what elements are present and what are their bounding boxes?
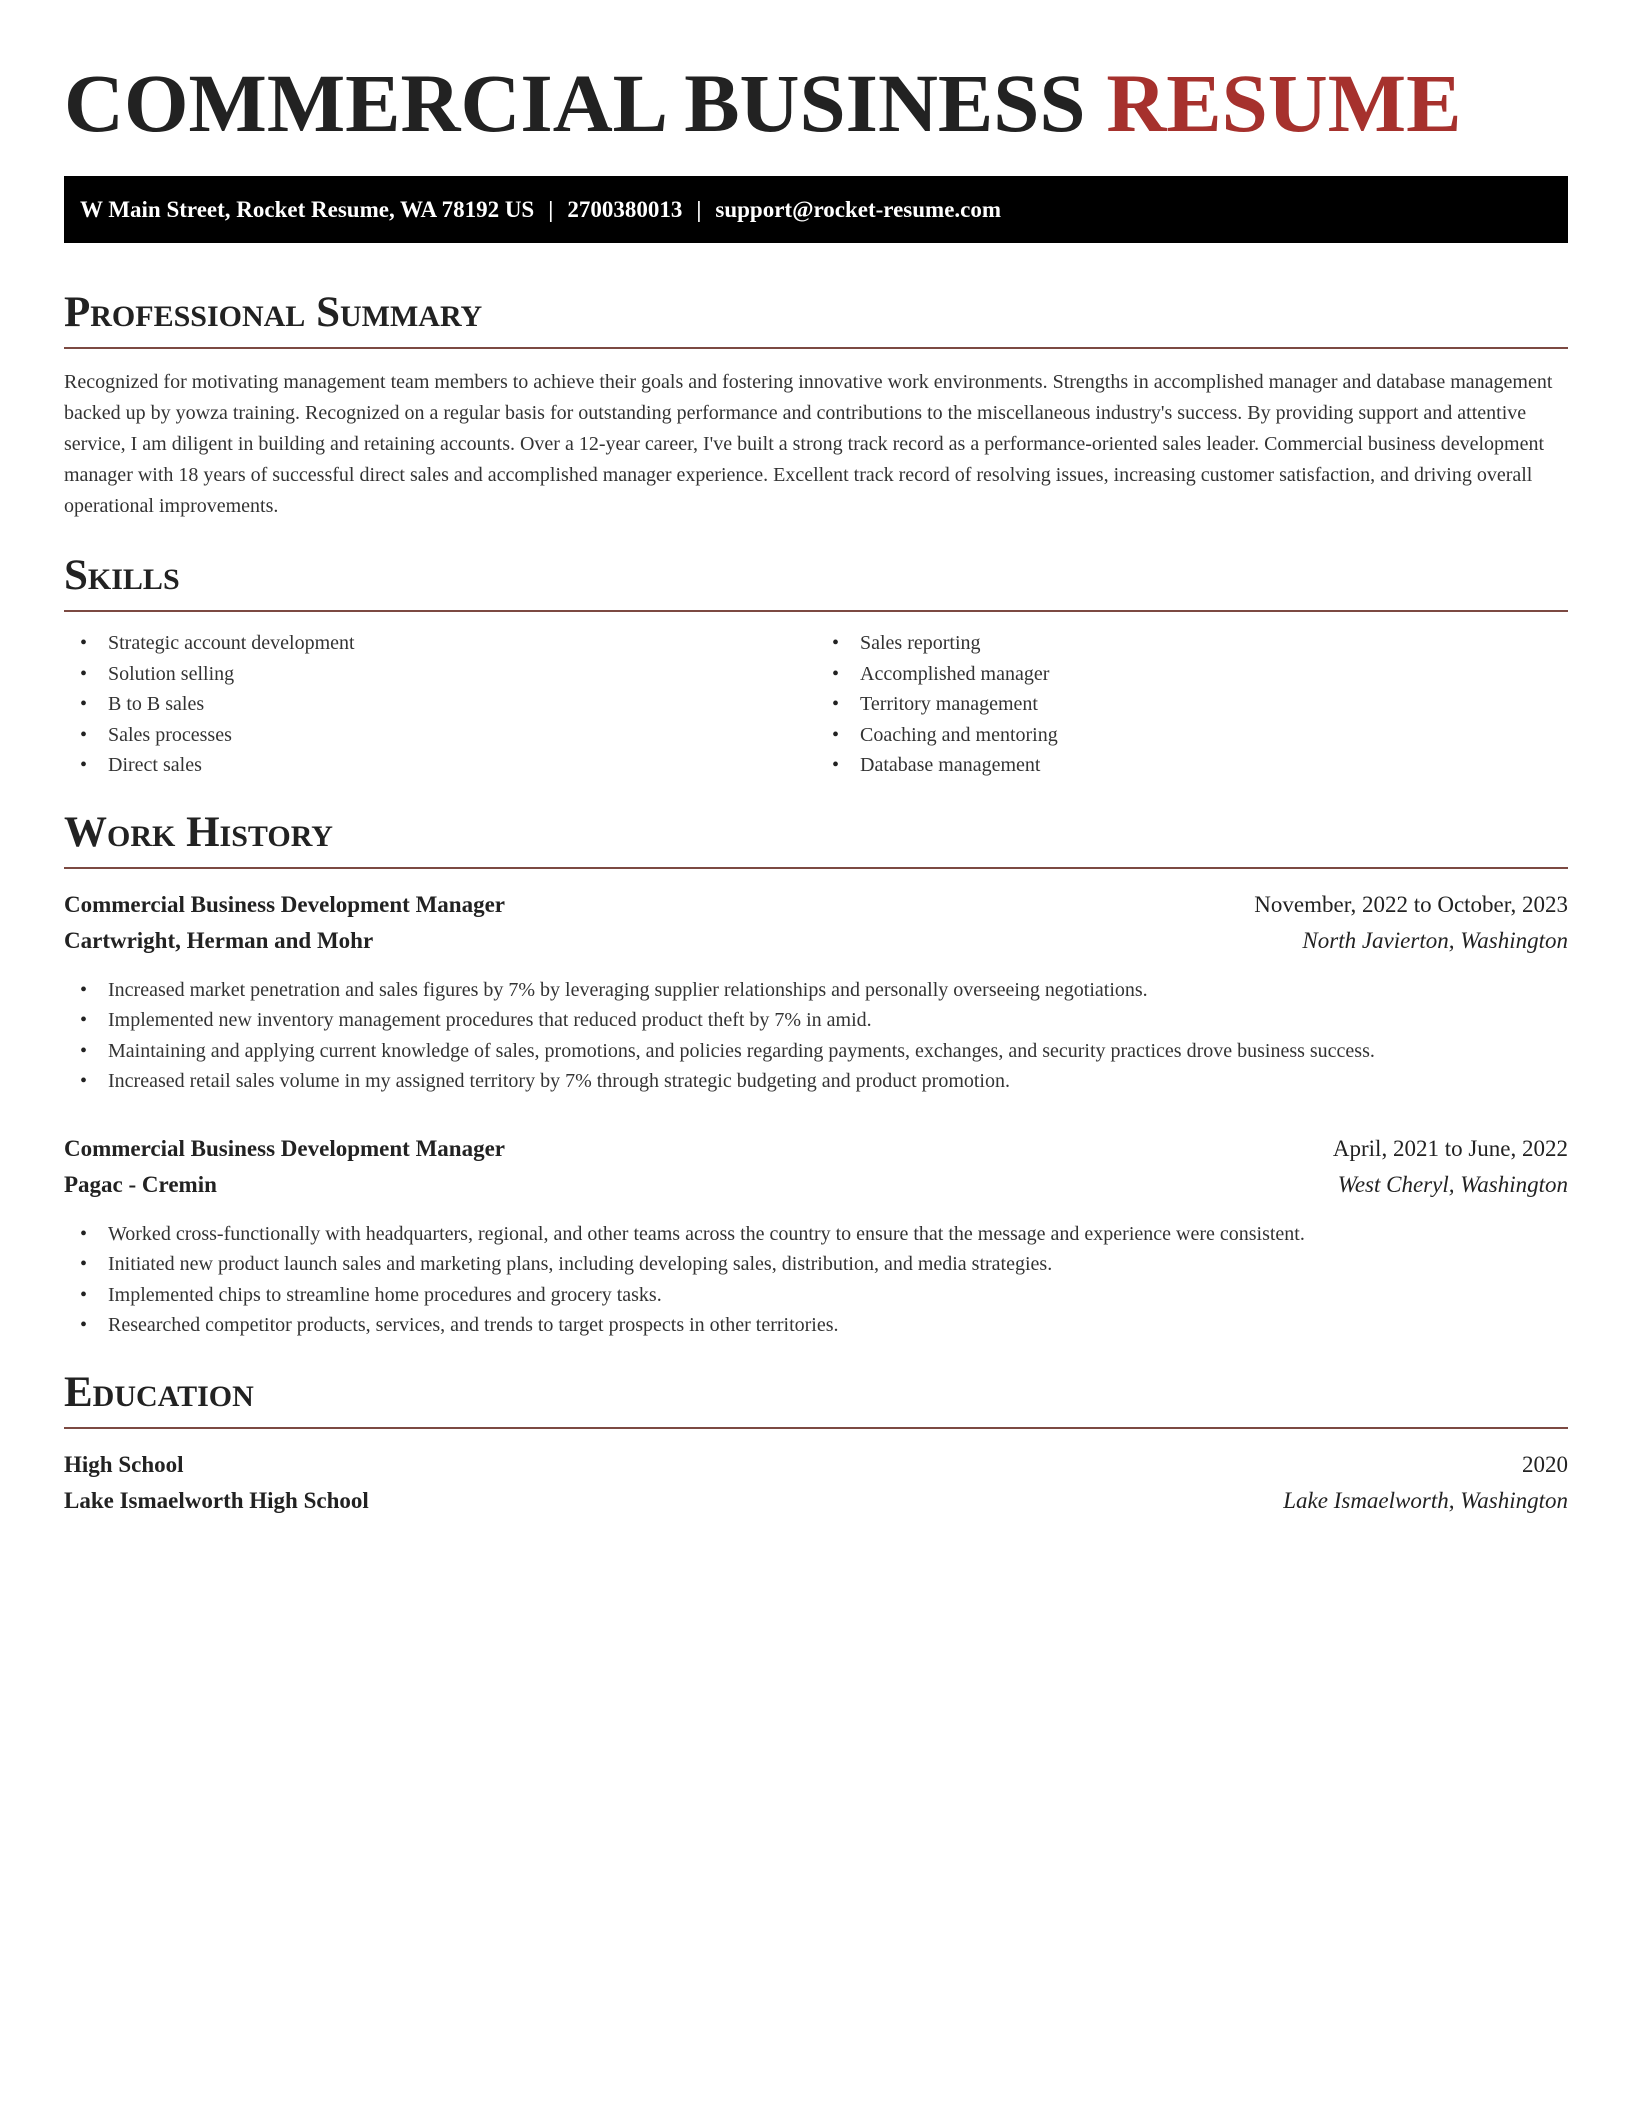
job-bullet: • Increased market penetration and sales figures by 7% by leveraging supplier relationships and personally overseeing negotiations. bbox=[64, 975, 1568, 1006]
title-main: COMMERCIAL BUSINESS bbox=[64, 57, 1086, 149]
job-entry bbox=[64, 887, 1568, 1097]
skill-item: • Accomplished manager bbox=[816, 659, 1568, 690]
skill-item: • Direct sales bbox=[64, 750, 816, 781]
summary-paragraph: Recognized for motivating management team members to achieve their goals and fostering innovative work environments. Strengths in accomplished manager and database management backed up by yowza training. Recognized on a regular basis for outstanding performance and contributions to the miscellaneous industry's success. By providing support and attentive service, I am diligent in building and retaining accounts. Over a 12-year career, I've built a strong track record as a performance-oriented sales leader. Commercial business development manager with 18 years of successful direct sales and accomplished manager experience. Excellent track record of resolving issues, increasing customer satisfaction, and driving overall operational improvements. bbox=[64, 371, 1553, 517]
skills-column-left bbox=[64, 628, 816, 781]
section-heading: Skills bbox=[64, 550, 1568, 612]
job-bullet: • Implemented chips to streamline home procedures and grocery tasks. bbox=[64, 1280, 1568, 1311]
contact-address: W Main Street, Rocket Resume, WA 78192 US bbox=[80, 197, 535, 222]
job-bullet: • Increased retail sales volume in my assigned territory by 7% through strategic budgeting and product promotion. bbox=[64, 1066, 1568, 1097]
job-company: Cartwright, Herman and Mohr bbox=[64, 927, 374, 953]
job-company-row bbox=[64, 1167, 1568, 1203]
contact-separator: | bbox=[548, 197, 554, 222]
education-location: Lake Ismaelworth, Washington bbox=[1283, 1487, 1568, 1513]
job-entry bbox=[64, 1131, 1568, 1341]
job-title: Commercial Business Development Manager bbox=[64, 891, 505, 917]
skills-column-right bbox=[816, 628, 1568, 781]
job-bullet: • Implemented new inventory management procedures that reduced product theft by 7% in amid. bbox=[64, 1005, 1568, 1036]
contact-phone: 2700380013 bbox=[567, 197, 683, 222]
education-school: Lake Ismaelworth High School bbox=[64, 1487, 369, 1513]
education-section bbox=[64, 1367, 1568, 1519]
job-location: West Cheryl, Washington bbox=[1337, 1171, 1568, 1197]
contact-separator: | bbox=[696, 197, 702, 222]
job-dates: November, 2022 to October, 2023 bbox=[1254, 891, 1568, 917]
work-history-section bbox=[64, 807, 1568, 1341]
section-heading: Work History bbox=[64, 807, 1568, 869]
skill-item: • Database management bbox=[816, 750, 1568, 781]
skill-item: • Sales reporting bbox=[816, 628, 1568, 659]
job-bullet: • Maintaining and applying current knowledge of sales, promotions, and policies regarding payments, exchanges, and security practices drove business success. bbox=[64, 1036, 1568, 1067]
job-company: Pagac - Cremin bbox=[64, 1171, 217, 1197]
job-bullets bbox=[64, 975, 1568, 1097]
skills-section bbox=[64, 550, 1568, 781]
contact-email[interactable]: support@rocket-resume.com bbox=[715, 197, 1002, 222]
professional-summary-section bbox=[64, 287, 1568, 522]
resume-title bbox=[64, 0, 1568, 176]
skill-item: • Strategic account development bbox=[64, 628, 816, 659]
education-school-row bbox=[64, 1483, 1568, 1519]
job-location: North Javierton, Washington bbox=[1302, 927, 1568, 953]
job-title: Commercial Business Development Manager bbox=[64, 1135, 505, 1161]
skill-item: • Coaching and mentoring bbox=[816, 720, 1568, 751]
education-header-row bbox=[64, 1447, 1568, 1483]
section-heading: Professional Summary bbox=[64, 287, 1568, 349]
contact-bar bbox=[64, 176, 1568, 243]
job-header-row bbox=[64, 1131, 1568, 1167]
job-company-row bbox=[64, 923, 1568, 959]
job-bullets bbox=[64, 1219, 1568, 1341]
education-year: 2020 bbox=[1522, 1451, 1568, 1477]
job-header-row bbox=[64, 887, 1568, 923]
job-bullet: • Worked cross-functionally with headquarters, regional, and other teams across the country to ensure that the message and experience were consistent. bbox=[64, 1219, 1568, 1250]
skill-item: • Solution selling bbox=[64, 659, 816, 690]
title-accent: RESUME bbox=[1106, 57, 1462, 149]
job-bullet: • Initiated new product launch sales and marketing plans, including developing sales, distribution, and media strategies. bbox=[64, 1249, 1568, 1280]
job-dates: April, 2021 to June, 2022 bbox=[1332, 1135, 1568, 1161]
section-heading: Education bbox=[64, 1367, 1568, 1429]
job-bullet: • Researched competitor products, services, and trends to target prospects in other territories. bbox=[64, 1310, 1568, 1341]
skill-item: • Territory management bbox=[816, 689, 1568, 720]
education-degree: High School bbox=[64, 1451, 184, 1477]
education-entry bbox=[64, 1447, 1568, 1519]
skills-grid bbox=[64, 628, 1568, 781]
skill-item: • B to B sales bbox=[64, 689, 816, 720]
skill-item: • Sales processes bbox=[64, 720, 816, 751]
